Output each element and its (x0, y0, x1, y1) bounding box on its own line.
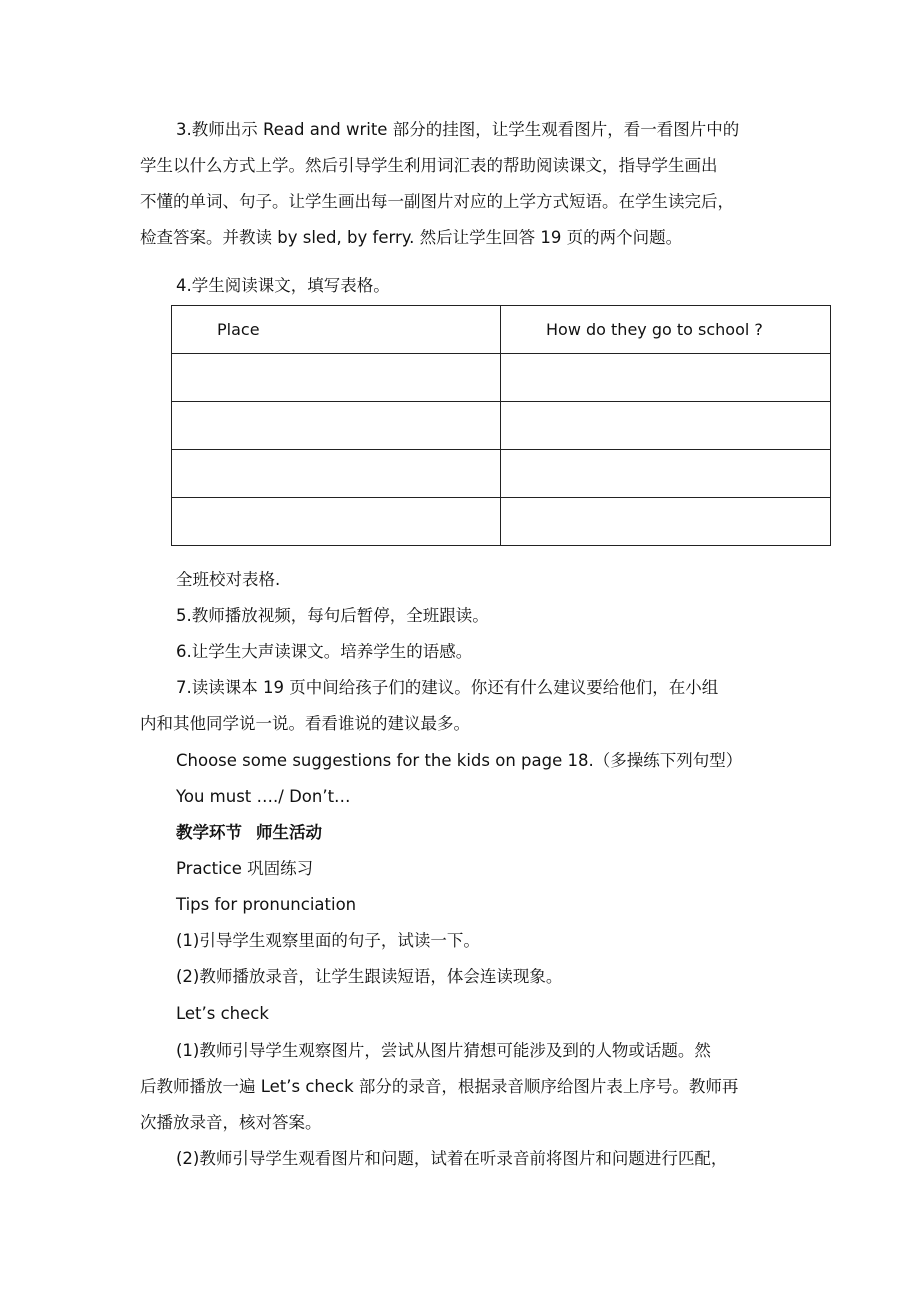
table-cell[interactable] (501, 354, 831, 402)
table-cell[interactable] (172, 450, 501, 498)
choose-text: Choose some suggestions for the kids on page 18.（多操练下列句型） (176, 751, 743, 770)
step5-text: 5.教师播放视频，每句后暂停，全班跟读。 (176, 606, 489, 625)
table-cell[interactable] (172, 402, 501, 450)
practice-text: Practice 巩固练习 (176, 859, 314, 878)
check-table-text: 全班校对表格. (176, 570, 281, 589)
table-cell[interactable] (501, 402, 831, 450)
table-row (172, 402, 831, 450)
check1-line3: 次播放录音，核对答案。 (140, 1113, 322, 1132)
step7-line1: 7.读读课本 19 页中间给孩子们的建议。你还有什么建议要给他们，在小组 (176, 678, 719, 697)
tip2-text: (2)教师播放录音，让学生跟读短语，体会连读现象。 (176, 967, 563, 986)
table-row (172, 450, 831, 498)
heading-part1: 教学环节 (176, 823, 242, 842)
table-cell[interactable] (501, 450, 831, 498)
step6-text: 6.让学生大声读课文。培养学生的语感。 (176, 642, 473, 661)
step3-line4: 检查答案。并教读 by sled, by ferry. 然后让学生回答 19 页的两个问题。 (140, 228, 683, 247)
check2-text: (2)教师引导学生观看图片和问题，试着在听录音前将图片和问题进行匹配， (176, 1149, 728, 1168)
lets-check-text: Let’s check (176, 1004, 269, 1023)
table-row (172, 498, 831, 546)
tip1-text: (1)引导学生观察里面的句子，试读一下。 (176, 931, 480, 950)
heading-part2: 师生活动 (256, 823, 322, 842)
step4-text: 4.学生阅读课文，填写表格。 (176, 276, 390, 295)
step3-line2: 学生以什么方式上学。然后引导学生利用词汇表的帮助阅读课文，指导学生画出 (140, 156, 718, 175)
step7-line2: 内和其他同学说一说。看看谁说的建议最多。 (140, 714, 470, 733)
step3-line1: 3.教师出示 Read and write 部分的挂图，让学生观看图片，看一看图片中的 (176, 120, 740, 139)
table-cell[interactable] (172, 498, 501, 546)
tips-text: Tips for pronunciation (176, 895, 357, 914)
table-header-row (172, 306, 831, 354)
table-row (172, 354, 831, 402)
table-cell[interactable] (172, 354, 501, 402)
section-heading (176, 815, 322, 851)
header-place: Place (172, 306, 501, 354)
check1-line2: 后教师播放一遍 Let’s check 部分的录音，根据录音顺序给图片表上序号。教师再 (140, 1077, 739, 1096)
pattern-text: You must …./ Don’t… (176, 787, 351, 806)
check1-line1: (1)教师引导学生观察图片，尝试从图片猜想可能涉及到的人物或话题。然 (176, 1041, 711, 1060)
answer-table (171, 305, 831, 546)
step3-line3: 不懂的单词、句子。让学生画出每一副图片对应的上学方式短语。在学生读完后， (140, 192, 734, 211)
header-how: How do they go to school ? (501, 306, 831, 354)
table-cell[interactable] (501, 498, 831, 546)
